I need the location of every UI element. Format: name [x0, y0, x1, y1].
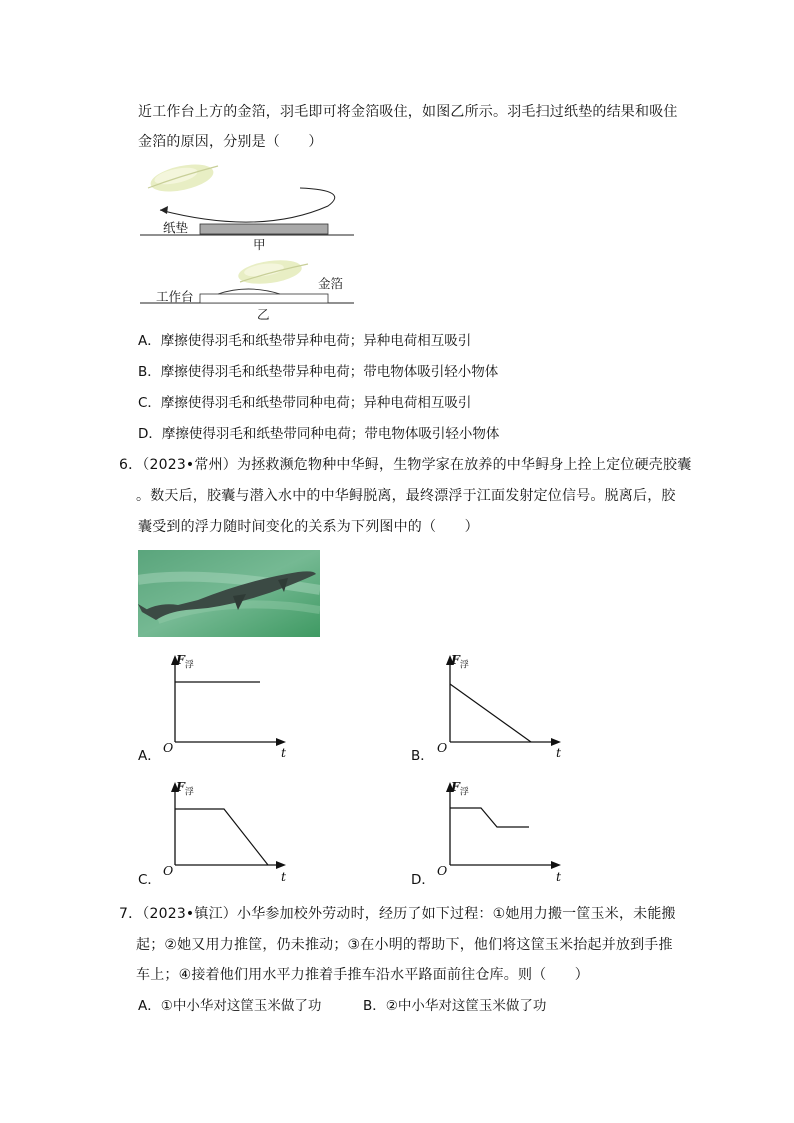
graph-b-curve: [450, 684, 531, 742]
feather-image: [148, 160, 218, 197]
q6-stem-line-3: 囊受到的浮力随时间变化的关系为下列图中的（ ）: [138, 519, 479, 535]
q5-stem-line-1: 近工作台上方的金箔，羽毛即可将金箔吸住，如图乙所示。羽毛扫过纸垫的结果和吸住: [138, 104, 678, 120]
graph-c-letter[interactable]: C．: [138, 872, 161, 888]
q5-stem-line-2: 金箔的原因，分别是（ ）: [138, 134, 323, 150]
graph-d-y-label: $F_浮$: [451, 779, 469, 798]
graph-a-letter[interactable]: A．: [138, 748, 161, 764]
q5-option-b[interactable]: B．摩擦使得羽毛和纸垫带异种电荷；带电物体吸引轻小物体: [138, 364, 499, 380]
gold-foil: [218, 289, 280, 294]
graph-d-curve: [450, 808, 529, 827]
q7-option-a[interactable]: A．①中小华对这筐玉米做了功: [138, 998, 322, 1014]
q7-option-b[interactable]: B．②中小华对这筐玉米做了功: [363, 998, 547, 1014]
graph-b-x-label: t: [556, 745, 562, 760]
q5-option-a[interactable]: A．摩擦使得羽毛和纸垫带异种电荷；异种电荷相互吸引: [138, 333, 472, 349]
q5-option-c[interactable]: C．摩擦使得羽毛和纸垫带同种电荷；异种电荷相互吸引: [138, 395, 472, 411]
graph-c-y-label: $F_浮$: [176, 779, 194, 798]
graph-d-letter[interactable]: D．: [411, 872, 435, 888]
graph-c-curve: [175, 809, 268, 865]
arrow-head-icon: [160, 206, 168, 214]
graph-d-origin: O: [437, 863, 448, 878]
work-table: [200, 294, 328, 303]
pad-label: 纸垫: [163, 220, 189, 235]
graph-b-origin: O: [437, 740, 448, 755]
q7-stem-line-3: 车上；④接着他们用水平力推着手推车沿水平路面前往仓库。则（ ）: [136, 967, 589, 983]
paper-pad: [200, 224, 328, 234]
graph-a-origin: O: [163, 740, 174, 755]
fig-jia-caption: 甲: [253, 237, 266, 252]
q6-stem-line-2: 。数天后，胶囊与潜入水中的中华鲟脱离，最终漂浮于江面发射定位信号。脱离后，胶: [136, 488, 676, 504]
graph-a-y-label: $F_浮$: [176, 652, 194, 671]
sturgeon-photo: [138, 550, 320, 637]
graph-c-origin: O: [163, 863, 174, 878]
graph-d-x-label: t: [556, 869, 562, 884]
feather-image: [237, 258, 308, 287]
table-label: 工作台: [156, 289, 194, 304]
graph-b-y-label: $F_浮$: [451, 652, 469, 671]
q6-stem-line-1: 6．（2023•常州）为拯救濒危物种中华鲟，生物学家在放养的中华鲟身上拴上定位硬壳胶囊: [119, 457, 692, 473]
q7-stem-line-2: 起；②她又用力推筐，仍未推动；③在小明的帮助下，他们将这筐玉米抬起并放到手推: [136, 937, 673, 953]
foil-label: 金箔: [318, 276, 344, 291]
q7-stem-line-1: 7．（2023•镇江）小华参加校外劳动时，经历了如下过程：①她用力搬一筐玉米，未能搬: [119, 906, 676, 922]
graph-a-x-label: t: [281, 745, 287, 760]
q5-option-d[interactable]: D．摩擦使得羽毛和纸垫带同种电荷；带电物体吸引轻小物体: [138, 426, 500, 442]
fig-yi-caption: 乙: [257, 307, 270, 322]
graph-b-letter[interactable]: B．: [411, 748, 434, 764]
graph-c-x-label: t: [281, 869, 287, 884]
sweep-arc: [160, 188, 335, 222]
